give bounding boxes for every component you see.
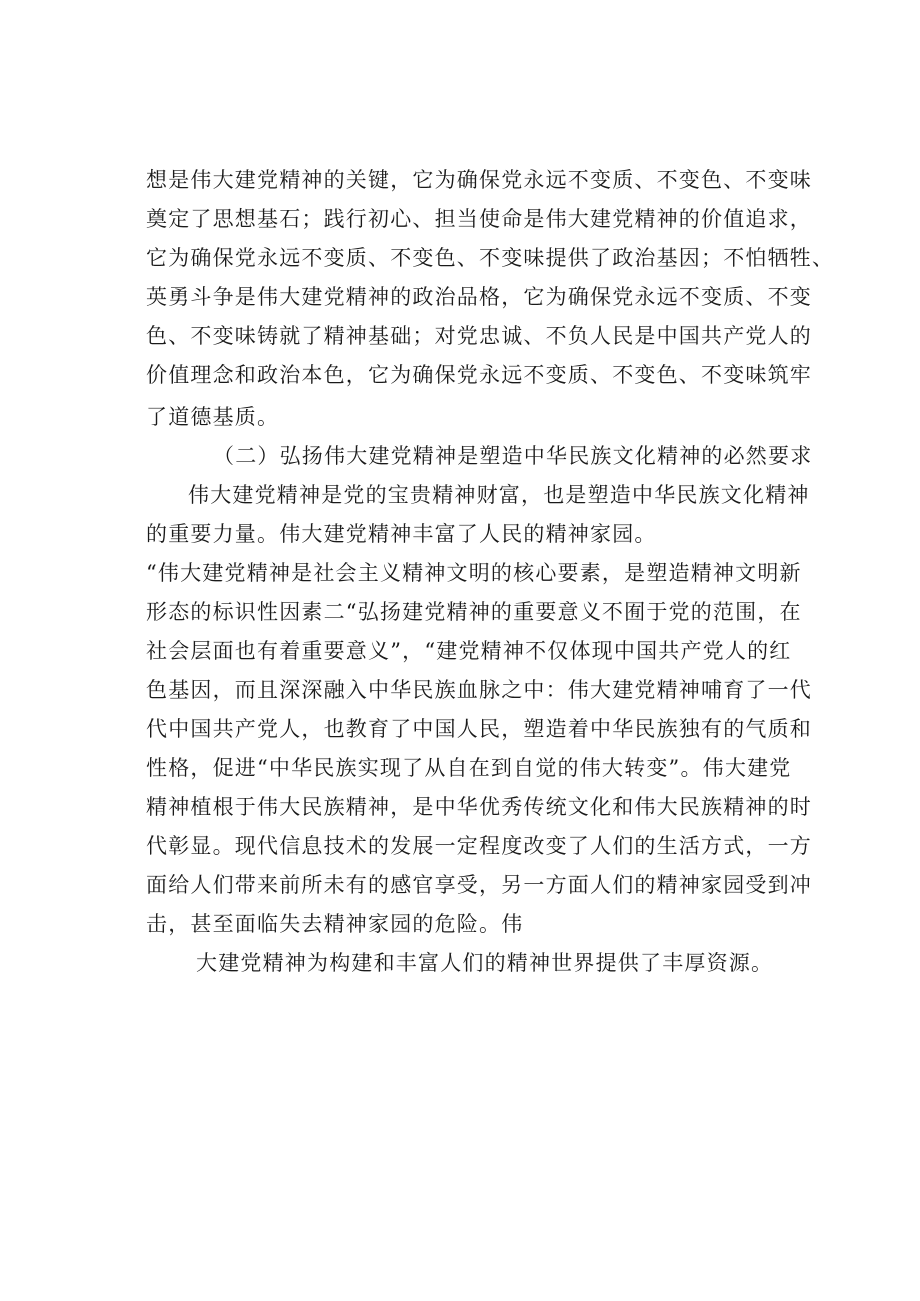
text-line: 奠定了思想基石；践行初心、担当使命是伟大建党精神的价值追求，	[146, 207, 812, 231]
text-line: 面给人们带来前所未有的感官享受，另一方面人们的精神家园受到冲	[146, 873, 812, 897]
text-line: 英勇斗争是伟大建党精神的政治品格，它为确保党永远不变质、不变	[146, 285, 812, 309]
section-heading: （二）弘扬伟大建党精神是塑造中华民族文化精神的必然要求	[213, 444, 813, 468]
text-line: 色、不变味铸就了精神基础；对党忠诚、不负人民是中国共产党人的	[146, 324, 812, 348]
text-line: 色基因，而且深深融入中华民族血脉之中：伟大建党精神哺育了一代	[146, 678, 812, 702]
text-line: 了道德基质。	[146, 405, 280, 429]
text-line: 社会层面也有着重要意义”，“建党精神不仅体现中国共产党人的红	[146, 639, 792, 663]
text-line: 代中国共产党人，也教育了中国人民，塑造着中华民族独有的气质和	[146, 717, 812, 741]
text-line: 想是伟大建党精神的关键，它为确保党永远不变质、不变色、不变味	[146, 168, 812, 192]
text-line: 的重要力量。伟大建党精神丰富了人民的精神家园。	[146, 522, 657, 546]
text-line: 精神植根于伟大民族精神，是中华优秀传统文化和伟大民族精神的时	[146, 795, 812, 819]
text-line: 大建党精神为构建和丰富人们的精神世界提供了丰厚资源。	[196, 951, 774, 975]
text-line: 价值理念和政治本色，它为确保党永远不变质、不变色、不变味筑牢	[146, 363, 812, 387]
text-line: 形态的标识性因素二“弘扬建党精神的重要意义不囿于党的范围，在	[146, 600, 802, 624]
text-line: 击，甚至面临失去精神家园的危险。伟	[146, 912, 524, 936]
text-line: 性格，促进“中华民族实现了从自在到自觉的伟大转变”。伟大建党	[146, 756, 792, 780]
text-line: “伟大建党精神是社会主义精神文明的核心要素，是塑造精神文明新	[146, 561, 802, 585]
text-line: 代彰显。现代信息技术的发展一定程度改变了人们的生活方式，一方	[146, 834, 812, 858]
text-line: 它为确保党永远不变质、不变色、不变味提供了政治基因；不怕牺牲、	[146, 246, 835, 270]
text-line: 伟大建党精神是党的宝贵精神财富，也是塑造中华民族文化精神	[188, 483, 810, 507]
